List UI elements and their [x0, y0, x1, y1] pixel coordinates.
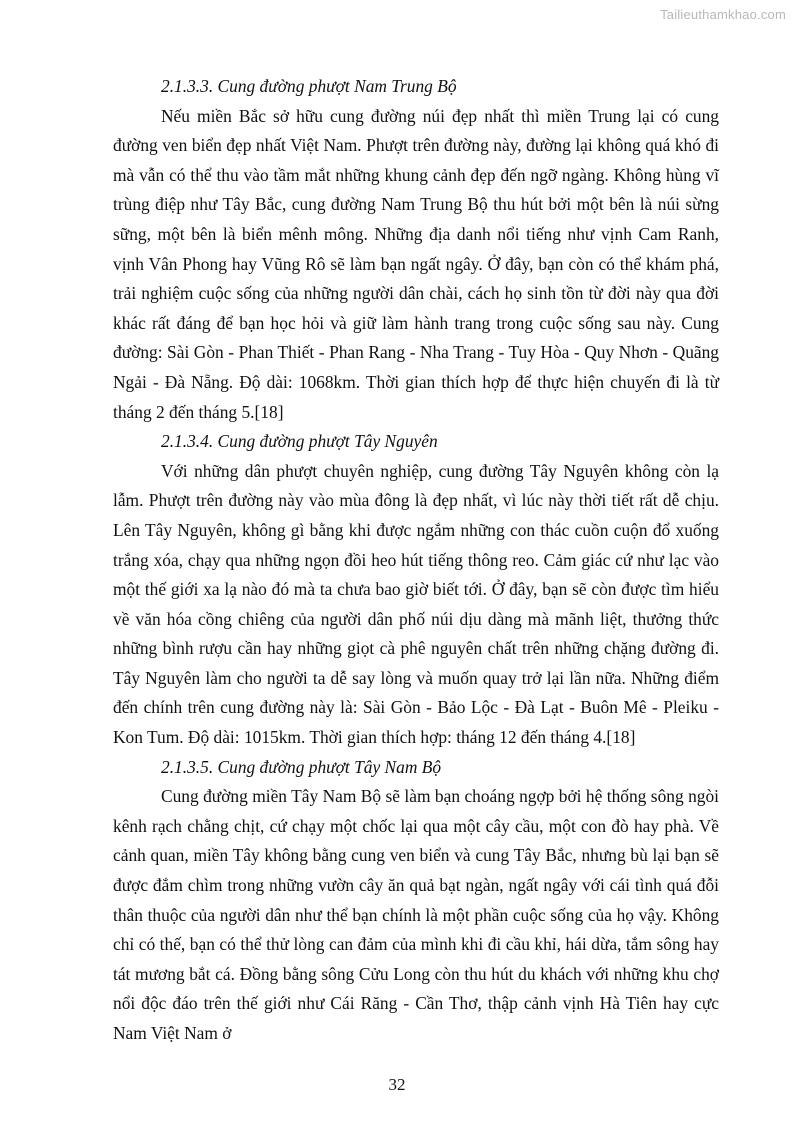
section-nam-trung-bo [113, 72, 719, 427]
section-tay-nam-bo [113, 753, 719, 1049]
page-number: 32 [388, 1075, 406, 1094]
section-heading: 2.1.3.4. Cung đường phượt Tây Nguyên [161, 431, 438, 452]
section-paragraph: Cung đường miền Tây Nam Bộ sẽ làm bạn choáng ngợp bởi hệ thống sông ngòi kênh rạch chằng chịt, cứ chạy một chốc lại qua một cây cầu, một con đò hay phà. Về cảnh quan, miền Tây không bằng cung ven biển và cung Tây Bắc, nhưng bù lại bạn sẽ được đắm chìm trong những vườn cây ăn quả bạt ngàn, ngất ngây với cái tình quá đỗi thân thuộc của người dân như thể bạn chính là một phần cuộc sống của họ vậy. Không chỉ có thế, bạn có thể thử lòng can đảm của mình khi đi cầu khỉ, hái dừa, tắm sông hay tát mương bắt cá. Đồng bằng sông Cửu Long còn thu hút du khách với những khu chợ nổi độc đáo trên thế giới như Cái Răng - Cần Thơ, thập cảnh vịnh Hà Tiên hay cực Nam Việt Nam ở [113, 786, 719, 1043]
watermark-text: Tailieuthamkhao.com [660, 7, 786, 22]
section-paragraph: Nếu miền Bắc sở hữu cung đường núi đẹp nhất thì miền Trung lại có cung đường ven biển đẹp nhất Việt Nam. Phượt trên đường này, đường lại không quá khó đi mà vẫn có thể thu vào tầm mắt những khung cảnh đẹp đến ngỡ ngàng. Không hùng vĩ trùng điệp như Tây Bắc, cung đường Nam Trung Bộ thu hút bởi một bên là núi sừng sững, một bên là biển mênh mông. Những địa danh nổi tiếng như vịnh Cam Ranh, vịnh Vân Phong hay Vũng Rô sẽ làm bạn ngất ngây. Ở đây, bạn còn có thể khám phá, trải nghiệm cuộc sống của những người dân chài, cách họ sinh tồn từ đời này qua đời khác rất đáng để bạn học hỏi và giữ làm hành trang trong cuộc sống sau này. Cung đường: Sài Gòn - Phan Thiết - Phan Rang - Nha Trang - Tuy Hòa - Quy Nhơn - Quãng Ngải - Đà Nẵng. Độ dài: 1068km. Thời gian thích hợp để thực hiện chuyến đi là từ tháng 2 đến tháng 5.[18] [113, 105, 719, 422]
section-heading: 2.1.3.3. Cung đường phượt Nam Trung Bộ [161, 76, 457, 96]
section-tay-nguyen [113, 427, 719, 753]
document-body [113, 72, 719, 1049]
section-paragraph: Với những dân phượt chuyên nghiệp, cung đường Tây Nguyên không còn lạ lẫm. Phượt trên đường này vào mùa đông là đẹp nhất, vì lúc này thời tiết rất dễ chịu. Lên Tây Nguyên, không gì bằng khi được ngắm những con thác cuồn cuộn đổ xuống trắng xóa, chạy qua những ngọn đồi heo hút tiếng thông reo. Cảm giác cứ như lạc vào một thế giới xa lạ nào đó mà ta chưa bao giờ biết tới. Ở đây, bạn sẽ còn được tìm hiểu về văn hóa cồng chiêng của người dân phố núi dịu dàng mà mãnh liệt, thưởng thức những bình rượu cần hay những giọt cà phê nguyên chất trên những chặng đường đi. Tây Nguyên làm cho người ta dễ say lòng và muốn quay trở lại lần nữa. Những điểm đến chính trên cung đường này là: Sài Gòn - Bảo Lộc - Đà Lạt - Buôn Mê - Pleiku - Kon Tum. Độ dài: 1015km. Thời gian thích hợp: tháng 12 đến tháng 4.[18] [113, 460, 719, 748]
section-heading: 2.1.3.5. Cung đường phượt Tây Nam Bộ [161, 756, 442, 777]
